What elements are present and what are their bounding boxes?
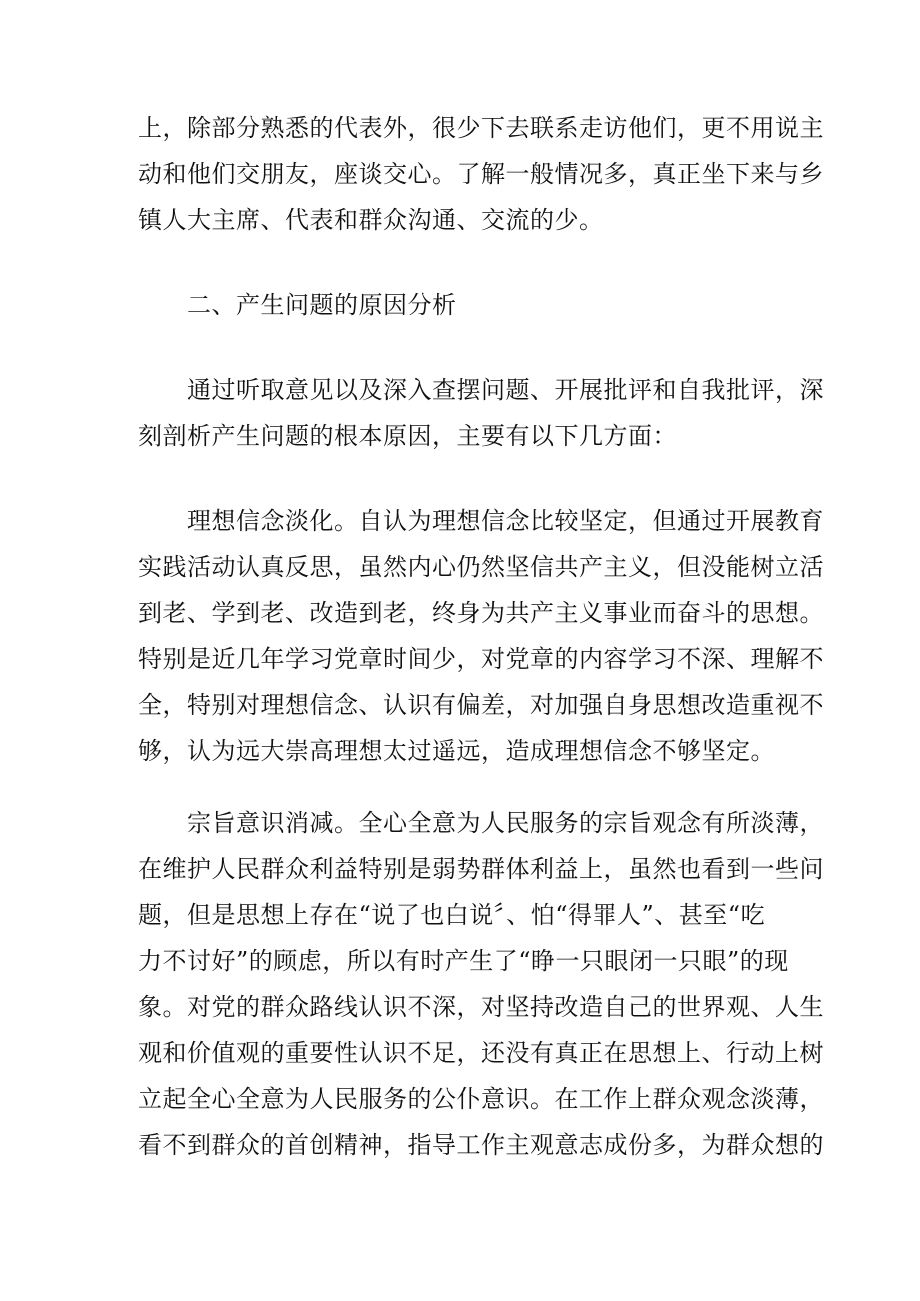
heading-text: 二、产生问题的原因分析 xyxy=(187,291,457,319)
text-line: 实践活动认真反思，虽然内心仍然坚信共产主义，但没能树立活 xyxy=(138,553,824,581)
text-line: 镇人大主席、代表和群众沟通、交流的少。 xyxy=(138,206,604,234)
text-line: 上，除部分熟悉的代表外，很少下去联系走访他们，更不用说主 xyxy=(138,114,824,142)
paragraph-ideals xyxy=(138,498,824,774)
text-line: 刻剖析产生问题的根本原因，主要有以下几方面： xyxy=(138,422,677,450)
text-line: 宗旨意识消减。全心全意为人民服务的宗旨观念有所淡薄， xyxy=(187,809,824,837)
text-line: 够，认为远大崇高理想太过遥远，造成理想信念不够坚定。 xyxy=(138,737,775,765)
text-line: 立起全心全意为人民服务的公仆意识。在工作上群众观念淡薄， xyxy=(138,1085,824,1113)
text-line: 看不到群众的首创精神，指导工作主观意志成份多，为群众想的 xyxy=(138,1131,824,1159)
text-line: 通过听取意见以及深入查摆问题、开展批评和自我批评，深 xyxy=(187,376,824,404)
text-line: 题，但是思想上存在“说了也白说〞、怕“得罪人”、甚至“吃 xyxy=(138,901,766,929)
text-line: 全，特别对理想信念、认识有偏差，对加强自身思想改造重视不 xyxy=(138,691,824,719)
text-line: 象。对党的群众路线认识不深，对坚持改造自己的世界观、人生 xyxy=(138,993,824,1021)
paragraph-intro xyxy=(138,367,824,459)
text-line: 理想信念淡化。自认为理想信念比较坚定，但通过开展教育 xyxy=(187,507,824,535)
paragraph-purpose xyxy=(138,800,824,1168)
paragraph-continuation xyxy=(138,105,824,243)
text-line: 力不讨好”的顾虑，所以有时产生了“睁一只眼闭一只眼”的现 xyxy=(138,947,789,975)
text-line: 观和价值观的重要性认识不足，还没有真正在思想上、行动上树 xyxy=(138,1039,824,1067)
text-line: 动和他们交朋友，座谈交心。了解一般情况多，真正坐下来与乡 xyxy=(138,160,824,188)
text-line: 到老、学到老、改造到老，终身为共产主义事业而奋斗的思想。 xyxy=(138,599,824,627)
text-line: 在维护人民群众利益特别是弱势群体利益上，虽然也看到一些问 xyxy=(138,855,824,883)
section-heading xyxy=(138,282,798,328)
text-line: 特别是近几年学习党章时间少，对党章的内容学习不深、理解不 xyxy=(138,645,824,673)
